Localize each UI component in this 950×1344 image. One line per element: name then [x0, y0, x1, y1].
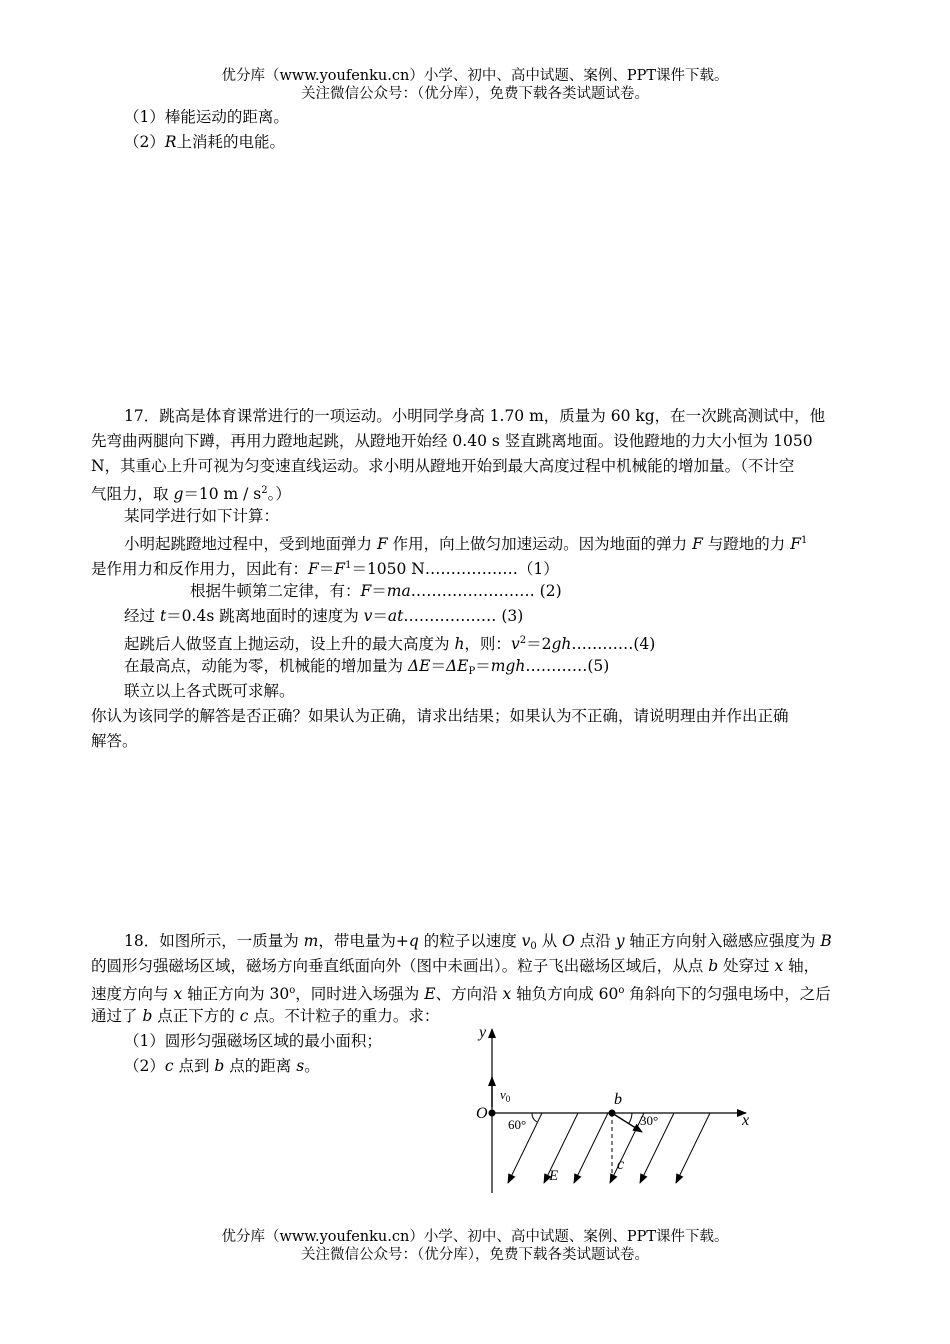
angle-60-label: 60°	[508, 1117, 527, 1132]
angle-60-arc	[532, 1113, 537, 1122]
field-line	[574, 1113, 608, 1183]
q18-item-2: （2）c 点到 b 点的距离 s。	[124, 1057, 320, 1075]
q17-line-12: 联立以上各式既可求解。	[124, 682, 295, 700]
q17-line-6: 小明起跳蹬地过程中，受到地面弹力 F 作用，向上做匀加速运动。因为地面的弹力 F 与蹬地的力 $F^1$	[124, 535, 808, 553]
q17-line-9: 经过 t＝0.4s 跳离地面时的速度为 v＝at……………… (3)	[124, 607, 524, 625]
origin-point	[489, 1110, 496, 1117]
origin-label: O	[476, 1105, 488, 1122]
point-b-label: b	[614, 1091, 622, 1108]
y-axis-label: y	[479, 1024, 487, 1041]
q16-item-1: （1）棒能运动的距离。	[124, 108, 289, 126]
q18-item-1: （1）圆形匀强磁场区域的最小面积；	[124, 1032, 382, 1050]
field-diagram	[460, 1015, 760, 1200]
point-c-label: c	[617, 1156, 625, 1173]
q18-line-3: 速度方向与 x 轴正方向为 30$^o$，同时进入场强为 E、方向沿 x 轴负方向成 60$^o$ 角斜向下的匀强电场中，之后	[91, 985, 831, 1003]
q17-line-3: N，其重心上升可视为匀变速直线运动。求小明从蹬地开始到最大高度过程中机械能的增加量。（不计空	[91, 457, 795, 475]
q17-line-2: 先弯曲两腿向下蹲，再用力蹬地起跳，从蹬地开始经 0.40 s 竖直跳离地面。设他蹬地的力大小恒为 1050	[91, 432, 813, 450]
q18-line-1: 18．如图所示，一质量为 m，带电量为+q 的粒子以速度 $v_0$ 从 O 点沿 y 轴正方向射入磁感应强度为 B	[124, 932, 832, 952]
footer-banner-line2: 关注微信公众号：（优分库），免费下载各类试题试卷。	[301, 1247, 649, 1263]
q17-line-1: 17．跳高是体育课常进行的一项运动。小明同学身高 1.70 m，质量为 60 kg，在一次跳高测试中，他	[124, 407, 826, 425]
site-banner-line1: 优分库（www.youfenku.cn）小学、初中、高中试题、案例、PPT课件下载。	[221, 68, 729, 84]
q18-line-4: 通过了 b 点正下方的 c 点。不计粒子的重力。求：	[91, 1007, 440, 1025]
q18-line-2: 的圆形匀强磁场区域，磁场方向垂直纸面向外（图中未画出）。粒子飞出磁场区域后，从点 b 处穿过 x 轴，	[91, 957, 820, 975]
q17-line-8: 根据牛顿第二定律，有：F＝ma…………………… (2)	[190, 582, 562, 600]
velocity-at-b-arrow	[612, 1113, 642, 1132]
q17-line-13: 你认为该同学的解答是否正确？如果认为正确，请求出结果；如果认为不正确，请说明理由并作出正确	[91, 707, 789, 725]
q17-line-11: 在最高点，动能为零，机械能的增加量为 $\Delta E=\Delta E_P=mgh\dots\dots\dots\dots(5)$	[124, 657, 610, 677]
footer-banner-line1: 优分库（www.youfenku.cn）小学、初中、高中试题、案例、PPT课件下载。	[221, 1229, 729, 1245]
site-banner-line2: 关注微信公众号：（优分库），免费下载各类试题试卷。	[301, 86, 649, 102]
angle-30-label: 30°	[640, 1113, 659, 1128]
x-axis-label: x	[742, 1112, 750, 1129]
q17-line-14: 解答。	[91, 732, 138, 750]
q17-line-10: 起跳后人做竖直上抛运动，设上升的最大高度为 h，则：$v^2=2gh\dots\dots\dots\dots(4)$	[124, 635, 656, 653]
field-line	[610, 1113, 644, 1183]
field-label: E	[549, 1168, 559, 1184]
angle-30-arc	[629, 1113, 632, 1123]
v0-label: $v_0$	[500, 1087, 511, 1104]
q16-item-2: （2）R上消耗的电能。	[124, 133, 286, 151]
q17-line-7: 是作用力和反作用力，因此有：$F=F^1=1050$ N………………（1）	[91, 560, 559, 578]
q17-line-5: 某同学进行如下计算：	[124, 507, 280, 525]
q17-line-4: 气阻力，取 g＝10 m / $s^2$。）	[91, 485, 291, 503]
field-line	[676, 1113, 710, 1183]
